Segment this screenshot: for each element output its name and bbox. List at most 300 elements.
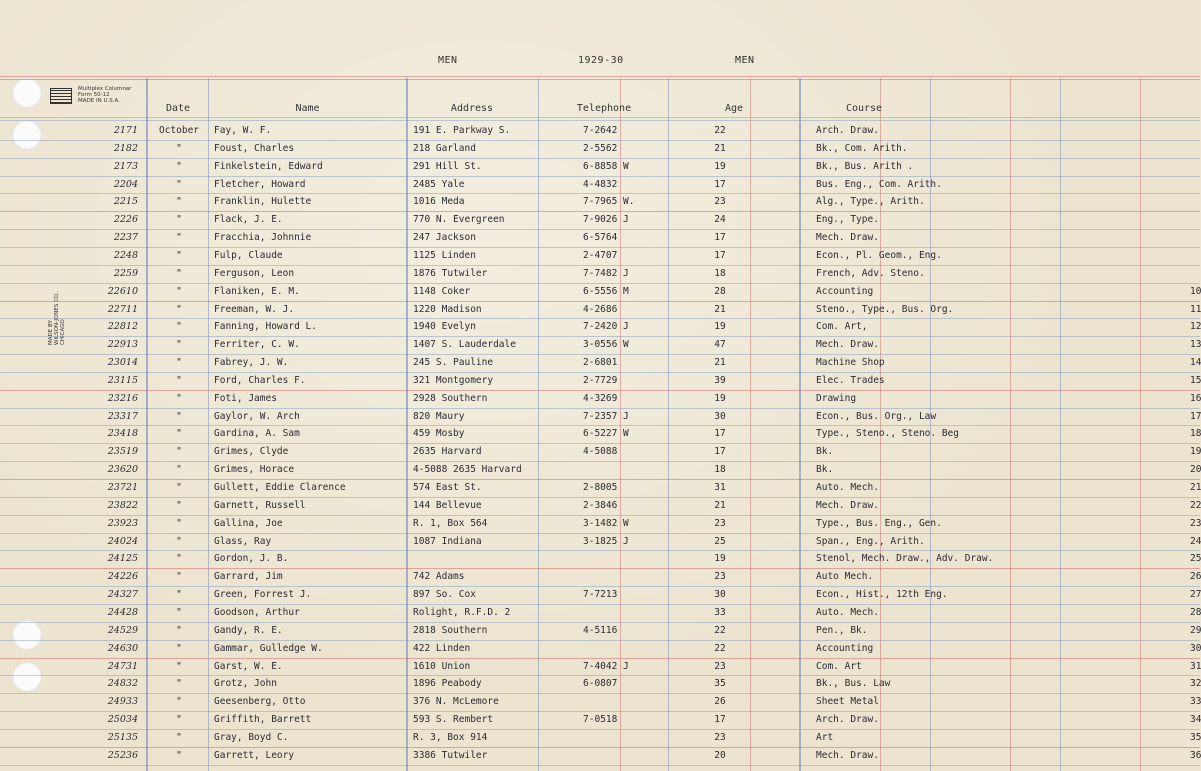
- row-telephone: 6-5556 M: [583, 285, 629, 297]
- row-date: ": [176, 160, 182, 172]
- row-date: ": [176, 499, 182, 511]
- row-age: 17: [714, 428, 726, 440]
- row-date: October: [158, 125, 200, 136]
- row-date: ": [176, 232, 182, 244]
- table-row: [0, 605, 1200, 623]
- row-age: 19: [714, 160, 726, 172]
- row-telephone: 2-4707: [583, 249, 618, 261]
- row-date: ": [176, 410, 182, 422]
- row-telephone: 7-9026 J: [583, 214, 629, 226]
- row-date: ": [176, 285, 182, 297]
- table-row: [0, 569, 1200, 587]
- top-rule: [0, 76, 1200, 77]
- row-address: 1610 Union: [413, 660, 471, 672]
- row-date: ": [176, 196, 182, 208]
- row-date: ": [176, 482, 182, 493]
- row-age: 26: [714, 696, 726, 708]
- column-header-name: Name: [295, 103, 320, 114]
- row-id: 23923: [107, 517, 138, 529]
- row-date: ": [176, 589, 182, 601]
- row-age: 33: [714, 606, 726, 618]
- row-date: ": [176, 749, 182, 761]
- row-age: 21: [714, 142, 726, 154]
- row-name: Flaniken, E. M.: [214, 285, 300, 297]
- table-row: [0, 319, 1200, 337]
- row-id: 23418: [107, 428, 138, 440]
- row-age: 23: [714, 571, 726, 583]
- row-telephone: 7-7965 W.: [583, 196, 635, 208]
- row-date: ": [176, 374, 182, 386]
- row-age: 39: [714, 374, 726, 386]
- row-date: ": [176, 624, 182, 636]
- row-edge-number: 10: [1190, 285, 1201, 297]
- row-edge-number: 29: [1190, 624, 1201, 636]
- row-age: 47: [714, 339, 726, 351]
- column-header-address: Address: [450, 103, 494, 114]
- row-age: 19: [714, 553, 726, 565]
- row-name: Grimes, Clyde: [214, 446, 289, 458]
- row-age: 18: [714, 267, 726, 279]
- table-row: [0, 587, 1200, 605]
- row-telephone: 4-5088: [583, 446, 618, 458]
- header-men-right: MEN: [735, 55, 755, 66]
- row-edge-number: 25: [1190, 553, 1201, 565]
- row-course: Com. Art: [816, 660, 862, 672]
- row-date: ": [176, 517, 182, 529]
- row-date: ": [176, 535, 182, 547]
- row-name: Goodson, Arthur: [214, 606, 300, 618]
- row-course: Bk.: [816, 464, 834, 476]
- row-course: Mech. Draw.: [816, 749, 879, 761]
- row-date: ": [176, 446, 182, 458]
- row-age: 17: [714, 714, 726, 726]
- row-id: 25135: [107, 731, 138, 743]
- row-date: ": [176, 428, 182, 440]
- row-telephone: 6-0807: [583, 678, 618, 690]
- row-course: Auto. Mech.: [816, 482, 879, 493]
- row-address: 1087 Indiana: [413, 535, 482, 547]
- row-telephone: 2-7729: [583, 374, 618, 386]
- row-id: 23519: [107, 446, 138, 458]
- row-course: Bus. Eng., Com. Arith.: [816, 178, 942, 190]
- row-course: Com. Art,: [816, 321, 868, 333]
- row-age: 30: [714, 410, 726, 422]
- row-telephone: 7-4042 J: [583, 660, 629, 672]
- row-age: 28: [714, 285, 726, 297]
- row-age: 19: [714, 392, 726, 404]
- row-course: Arch. Draw.: [816, 125, 879, 136]
- row-id: 24933: [107, 696, 138, 708]
- row-address: 459 Mosby: [413, 428, 465, 440]
- table-row: [0, 302, 1200, 320]
- row-date: ": [176, 553, 182, 565]
- row-course: Elec. Trades: [816, 374, 885, 386]
- table-row: [0, 177, 1200, 195]
- row-id: 2173: [113, 160, 138, 172]
- row-name: Glass, Ray: [214, 535, 272, 547]
- table-row: [0, 498, 1200, 516]
- header-rule: [0, 120, 1200, 121]
- row-id: 23014: [107, 357, 138, 369]
- table-row: [0, 409, 1200, 427]
- row-edge-number: 27: [1190, 589, 1201, 601]
- table-row: [0, 391, 1200, 409]
- row-address: R. 3, Box 914: [413, 731, 488, 743]
- row-address: 247 Jackson: [413, 232, 476, 244]
- table-row: [0, 159, 1200, 177]
- row-date: ": [176, 696, 182, 708]
- row-id: 23317: [107, 410, 138, 422]
- row-telephone: 2-6801: [583, 357, 618, 369]
- table-row: [0, 623, 1200, 641]
- row-name: Gullett, Eddie Clarence: [214, 482, 346, 493]
- row-address: 770 N. Evergreen: [413, 214, 505, 226]
- row-date: ": [176, 464, 182, 476]
- row-id: 2259: [113, 267, 138, 279]
- row-name: Gammar, Gulledge W.: [214, 642, 323, 654]
- column-header-date: Date: [165, 103, 191, 114]
- row-age: 21: [714, 303, 726, 315]
- row-id: 23721: [107, 482, 138, 493]
- row-id: 2215: [113, 196, 138, 208]
- row-age: 21: [714, 357, 726, 369]
- row-address: 2818 Southern: [413, 624, 488, 636]
- row-course: Auto. Mech.: [816, 606, 879, 618]
- row-edge-number: 35: [1190, 731, 1201, 743]
- row-edge-number: 26: [1190, 571, 1201, 583]
- row-course: Econ., Hist., 12th Eng.: [816, 589, 948, 601]
- row-address: 245 S. Pauline: [413, 357, 494, 369]
- row-address: 144 Bellevue: [413, 499, 482, 511]
- row-id: 25236: [107, 749, 138, 761]
- row-age: 17: [714, 446, 726, 458]
- row-id: 25034: [107, 714, 138, 726]
- row-id: 24125: [107, 553, 138, 565]
- table-row: [0, 123, 1200, 141]
- row-name: Geesenberg, Otto: [214, 696, 306, 708]
- row-age: 30: [714, 589, 726, 601]
- row-edge-number: 28: [1190, 606, 1201, 618]
- row-id: 23822: [107, 499, 138, 511]
- table-row: [0, 426, 1200, 444]
- row-edge-number: 16: [1190, 392, 1201, 404]
- row-id: 2171: [113, 125, 138, 136]
- table-row: [0, 534, 1200, 552]
- row-id: 23216: [107, 392, 138, 404]
- row-course: Type., Steno., Steno. Beg: [816, 428, 959, 440]
- row-telephone: 7-2642: [583, 125, 618, 136]
- row-edge-number: 18: [1190, 428, 1201, 440]
- row-edge-number: 12: [1190, 321, 1201, 333]
- row-date: ": [176, 678, 182, 690]
- row-edge-number: 15: [1190, 374, 1201, 386]
- row-telephone: 4-3269: [583, 392, 618, 404]
- table-row: [0, 284, 1200, 302]
- row-date: ": [176, 339, 182, 351]
- row-address: 2635 Harvard: [413, 446, 482, 458]
- column-header-course: Course: [845, 103, 883, 114]
- table-row: [0, 462, 1200, 480]
- row-name: Grotz, John: [214, 678, 277, 690]
- row-course: Mech. Draw.: [816, 499, 879, 511]
- table-row: [0, 694, 1200, 712]
- row-telephone: 7-0518: [583, 714, 618, 726]
- row-course: Stenol, Mech. Draw., Adv. Draw.: [816, 553, 994, 565]
- binder-hole: [12, 78, 42, 108]
- row-course: Drawing: [816, 392, 857, 404]
- row-date: ": [176, 357, 182, 369]
- row-address: 1016 Meda: [413, 196, 465, 208]
- row-course: Bk., Bus. Law: [816, 678, 891, 690]
- table-row: [0, 373, 1200, 391]
- header-year: 1929-30: [578, 55, 624, 66]
- table-row: [0, 141, 1200, 159]
- row-id: 2182: [113, 142, 138, 154]
- row-address: Rolight, R.F.D. 2: [413, 606, 511, 618]
- row-name: Gardina, A. Sam: [214, 428, 300, 440]
- row-telephone: 7-2357 J: [583, 410, 629, 422]
- row-address: 820 Maury: [413, 410, 465, 422]
- row-address: 321 Montgomery: [413, 374, 494, 386]
- row-address: 376 N. McLemore: [413, 696, 499, 708]
- row-age: 25: [714, 535, 726, 547]
- row-telephone: 3-0556 W: [583, 339, 629, 351]
- row-age: 19: [714, 321, 726, 333]
- table-row: [0, 194, 1200, 212]
- row-date: ": [176, 660, 182, 672]
- row-telephone: 6-8858 W: [583, 160, 629, 172]
- row-id: 22711: [107, 303, 138, 315]
- row-name: Foti, James: [214, 392, 277, 404]
- row-edge-number: 22: [1190, 499, 1201, 511]
- table-row: [0, 230, 1200, 248]
- row-telephone: 7-7482 J: [583, 267, 629, 279]
- row-edge-number: 11: [1190, 303, 1201, 315]
- row-telephone: 4-4832: [583, 178, 618, 190]
- row-date: ": [176, 214, 182, 226]
- row-address: 3386 Tutwiler: [413, 749, 488, 761]
- row-name: Griffith, Barrett: [214, 714, 312, 726]
- row-age: 20: [714, 749, 726, 761]
- row-date: ": [176, 267, 182, 279]
- row-age: 22: [714, 624, 726, 636]
- row-edge-number: 20: [1190, 464, 1201, 476]
- row-course: Bk., Bus. Arith .: [816, 160, 914, 172]
- row-age: 22: [714, 125, 726, 136]
- row-date: ": [176, 571, 182, 583]
- row-age: 17: [714, 178, 726, 190]
- table-row: [0, 641, 1200, 659]
- row-name: Ferriter, C. W.: [214, 339, 300, 351]
- table-row: [0, 730, 1200, 748]
- row-id: 22812: [107, 321, 138, 333]
- top-rule: [0, 79, 1200, 80]
- row-date: ": [176, 606, 182, 618]
- row-course: Sheet Metal: [816, 696, 879, 708]
- row-course: Bk.: [816, 446, 834, 458]
- row-course: Accounting: [816, 642, 874, 654]
- row-telephone: 2-5562: [583, 142, 618, 154]
- table-row: [0, 551, 1200, 569]
- row-telephone: 3-1825 J: [583, 535, 629, 547]
- row-age: 18: [714, 464, 726, 476]
- row-course: Arch. Draw.: [816, 714, 879, 726]
- row-address: 1125 Linden: [413, 249, 476, 261]
- row-name: Garst, W. E.: [214, 660, 283, 672]
- row-date: ": [176, 392, 182, 404]
- row-age: 31: [714, 482, 726, 493]
- row-id: 2204: [113, 178, 138, 190]
- row-name: Foust, Charles: [214, 142, 295, 154]
- row-date: ": [176, 321, 182, 333]
- maker-imprint: MADE BY WILSON-JONES CO. CHICAGO: [48, 292, 66, 345]
- row-address: 1148 Coker: [413, 285, 471, 297]
- row-address: 593 S. Rembert: [413, 714, 494, 726]
- row-telephone: 7-7213: [583, 589, 618, 601]
- row-course: Econ., Pl. Geom., Eng.: [816, 249, 942, 261]
- table-row: [0, 444, 1200, 462]
- row-name: Fay, W. F.: [214, 125, 272, 136]
- table-row: [0, 480, 1200, 498]
- row-address: 291 Hill St.: [413, 160, 482, 172]
- row-telephone: 4-5116: [583, 624, 618, 636]
- row-course: Eng., Type.: [816, 214, 879, 226]
- row-edge-number: 17: [1190, 410, 1201, 422]
- row-name: Fanning, Howard L.: [214, 321, 317, 333]
- row-date: ": [176, 731, 182, 743]
- row-age: 23: [714, 517, 726, 529]
- row-course: Art: [816, 731, 834, 743]
- row-age: 22: [714, 642, 726, 654]
- row-edge-number: 19: [1190, 446, 1201, 458]
- row-age: 23: [714, 660, 726, 672]
- row-address: 1940 Evelyn: [413, 321, 476, 333]
- row-id: 2237: [113, 232, 138, 244]
- row-telephone: 2-3846: [583, 499, 618, 511]
- row-telephone: 4-2686: [583, 303, 618, 315]
- row-course: Bk., Com. Arith.: [816, 142, 908, 154]
- row-date: ": [176, 142, 182, 154]
- row-id: 24832: [107, 678, 138, 690]
- row-course: Alg., Type., Arith.: [816, 196, 925, 208]
- row-name: Gandy, R. E.: [214, 624, 283, 636]
- row-address: R. 1, Box 564: [413, 517, 488, 529]
- row-id: 2226: [113, 214, 138, 226]
- row-id: 24327: [107, 589, 138, 601]
- row-name: Grimes, Horace: [214, 464, 295, 476]
- row-address: 2928 Southern: [413, 392, 488, 404]
- table-row: [0, 516, 1200, 534]
- row-course: Econ., Bus. Org., Law: [816, 410, 937, 422]
- row-course: Steno., Type., Bus. Org.: [816, 303, 954, 315]
- row-telephone: 3-1482 W: [583, 517, 629, 529]
- row-age: 17: [714, 249, 726, 261]
- row-name: Gallina, Joe: [214, 517, 283, 529]
- row-date: ": [176, 178, 182, 190]
- row-date: ": [176, 303, 182, 315]
- row-age: 23: [714, 196, 726, 208]
- row-course: Accounting: [816, 285, 874, 297]
- row-age: 35: [714, 678, 726, 690]
- table-row: [0, 212, 1200, 230]
- form-info: Multiplex Columnar Form 50-12 MADE IN U.S.A.: [78, 86, 132, 104]
- row-date: ": [176, 642, 182, 654]
- row-name: Fulp, Claude: [214, 249, 283, 261]
- table-row: [0, 659, 1200, 677]
- row-edge-number: 30: [1190, 642, 1201, 654]
- row-edge-number: 33: [1190, 696, 1201, 708]
- row-name: Fabrey, J. W.: [214, 357, 289, 369]
- row-course: Type., Bus. Eng., Gen.: [816, 517, 942, 529]
- row-course: Mech. Draw.: [816, 339, 879, 351]
- row-id: 24630: [107, 642, 138, 654]
- table-row: [0, 355, 1200, 373]
- row-course: Auto Mech.: [816, 571, 874, 583]
- row-name: Ford, Charles F.: [214, 374, 306, 386]
- row-course: Machine Shop: [816, 357, 885, 369]
- row-address: 218 Garland: [413, 142, 476, 154]
- row-address: 574 East St.: [413, 482, 482, 493]
- row-address: 1407 S. Lauderdale: [413, 339, 516, 351]
- header-men-left: MEN: [438, 55, 458, 66]
- row-id: 22913: [107, 339, 138, 351]
- row-name: Gaylor, W. Arch: [214, 410, 300, 422]
- row-name: Gordon, J. B.: [214, 553, 289, 565]
- form-logo: [50, 88, 72, 104]
- row-course: Pen., Bk.: [816, 624, 868, 636]
- row-edge-number: 32: [1190, 678, 1201, 690]
- row-edge-number: 14: [1190, 357, 1201, 369]
- table-row: [0, 712, 1200, 730]
- header-rule: [0, 117, 1200, 118]
- row-telephone: 6-5764: [583, 232, 618, 244]
- row-date: ": [176, 249, 182, 261]
- row-date: ": [176, 714, 182, 726]
- row-id: 23620: [107, 464, 138, 476]
- row-name: Ferguson, Leon: [214, 267, 295, 279]
- row-course: Mech. Draw.: [816, 232, 879, 244]
- row-address: 1876 Tutwiler: [413, 267, 488, 279]
- column-header-telephone: Telephone: [576, 103, 632, 114]
- row-address: 2485 Yale: [413, 178, 465, 190]
- row-id: 24428: [107, 606, 138, 618]
- row-age: 23: [714, 731, 726, 743]
- row-name: Franklin, Hulette: [214, 196, 312, 208]
- row-name: Garrard, Jim: [214, 571, 283, 583]
- row-telephone: 2-8005: [583, 482, 618, 493]
- row-name: Garrett, Leory: [214, 749, 295, 761]
- row-name: Garnett, Russell: [214, 499, 306, 511]
- row-name: Freeman, W. J.: [214, 303, 295, 315]
- row-name: Fracchia, Johnnie: [214, 232, 312, 244]
- row-edge-number: 13: [1190, 339, 1201, 351]
- row-address: 1220 Madison: [413, 303, 482, 315]
- row-edge-number: 24: [1190, 535, 1201, 547]
- table-row: [0, 748, 1200, 766]
- row-address: 191 E. Parkway S.: [413, 125, 511, 136]
- row-id: 24529: [107, 624, 138, 636]
- row-address: 422 Linden: [413, 642, 471, 654]
- row-name: Flack, J. E.: [214, 214, 283, 226]
- row-address: 1896 Peabody: [413, 678, 482, 690]
- row-name: Fletcher, Howard: [214, 178, 306, 190]
- row-edge-number: 34: [1190, 714, 1201, 726]
- row-id: 24731: [107, 660, 138, 672]
- row-id: 2248: [113, 249, 138, 261]
- row-address: 4-5088 2635 Harvard: [413, 464, 522, 476]
- row-address: 742 Adams: [413, 571, 465, 583]
- column-header-age: Age: [724, 103, 744, 114]
